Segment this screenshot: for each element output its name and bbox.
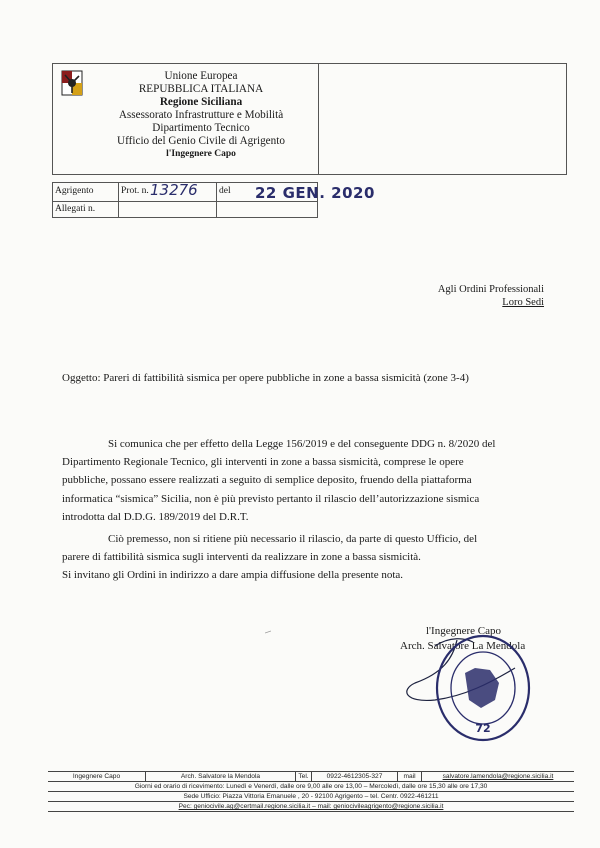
body-line: pubbliche, possano essere realizzati a seguito di semplice deposito, fruendo della piattaforma bbox=[62, 474, 472, 487]
subject-line: Oggetto: Pareri di fattibilità sismica per opere pubbliche in zone a bassa sismicità (zone 3-4) bbox=[62, 372, 469, 384]
footer-hours: Giorni ed orario di ricevimento: Lunedì e Venerdì, dalle ore 9,00 alle ore 13,00 – Mercoledì, dalle ore 15,30 alle ore 17,30 bbox=[48, 781, 574, 791]
body-line: Ciò premesso, non si ritiene più necessario il rilascio, da parte di questo Ufficio, del bbox=[108, 533, 478, 545]
body-line: introdotta dal D.D.G. 189/2019 del D.R.T. bbox=[62, 510, 249, 523]
footer-pec[interactable]: Pec: geniocivile.ag@certmail.regione.sicilia.it – mail: geniocivileagrigento@regione.sicilia.it bbox=[48, 801, 574, 812]
footer-contact-row bbox=[48, 771, 574, 781]
header-line-republic: REPUBBLICA ITALIANA bbox=[138, 83, 264, 95]
official-stamp-icon bbox=[395, 628, 565, 758]
footer-name: Arch. Salvatore la Mendola bbox=[146, 772, 296, 781]
recipient-line1: Agli Ordini Professionali bbox=[437, 284, 544, 295]
footer bbox=[48, 771, 574, 812]
body-line: parere di fattibilità sismica sugli interventi da realizzare in zone a bassa sismicità. bbox=[62, 551, 421, 564]
header-line-office: Ufficio del Genio Civile di Agrigento bbox=[117, 135, 285, 147]
header-line-department: Dipartimento Tecnico bbox=[152, 122, 250, 134]
body-paragraph-1 bbox=[62, 435, 540, 526]
scan-mark-icon bbox=[265, 630, 271, 634]
header-line-eu: Unione Europea bbox=[164, 70, 238, 82]
protocol-date-label: del bbox=[219, 186, 231, 196]
letterhead-text bbox=[83, 70, 319, 161]
body-line: Dipartimento Regionale Tecnico, gli interventi in zone a bassa sismicità, comprese le opere bbox=[62, 456, 464, 469]
footer-office: Sede Ufficio: Piazza Vittoria Emanuele , 20 - 92100 Agrigento – tel. Centr. 0922-461211 bbox=[48, 791, 574, 801]
body-paragraph-2 bbox=[62, 530, 540, 585]
date-stamp: 22 GEN. 2020 bbox=[255, 184, 375, 202]
body-line: Si comunica che per effetto della Legge 156/2019 e del conseguente DDG n. 8/2020 del bbox=[108, 438, 496, 450]
letterhead-box bbox=[52, 63, 567, 175]
trinacria-emblem-icon bbox=[61, 70, 83, 96]
recipient-line2: Loro Sedi bbox=[502, 297, 544, 308]
header-line-region: Regione Siciliana bbox=[159, 96, 243, 108]
attachments-value bbox=[119, 201, 217, 218]
signature-name: Arch. Salvatore La Mendola bbox=[400, 640, 526, 652]
body-line: Si invitano gli Ordini in indirizzo a dare ampia diffusione della presente nota. bbox=[62, 569, 404, 582]
attachments-row bbox=[53, 201, 317, 218]
header-line-assessorato: Assessorato Infrastrutture e Mobilità bbox=[118, 109, 284, 121]
body-line: informatica “sismica” Sicilia, non è più previsto pertanto il rilascio dell’autorizzazione sismica bbox=[62, 492, 480, 505]
recipient-block bbox=[438, 283, 544, 309]
header-line-chief: l'Ingegnere Capo bbox=[166, 149, 236, 159]
letterhead-left bbox=[53, 64, 319, 174]
protocol-place: Agrigento bbox=[53, 183, 119, 201]
stamp-number: 72 bbox=[475, 722, 491, 735]
footer-role: Ingegnere Capo bbox=[48, 772, 146, 781]
protocol-number-handwritten: 13276 bbox=[150, 181, 198, 199]
footer-tel-label: Tel. bbox=[296, 772, 312, 781]
footer-mail-label: mail bbox=[398, 772, 422, 781]
footer-tel: 0922-4612305-327 bbox=[312, 772, 398, 781]
footer-mail-link[interactable]: salvatore.lamendola@regione.sicilia.it bbox=[442, 773, 554, 780]
signature-title: l'Ingegnere Capo bbox=[426, 625, 501, 637]
protocol-number-label: Prot. n. bbox=[121, 186, 149, 196]
attachments-label: Allegati n. bbox=[53, 201, 119, 218]
